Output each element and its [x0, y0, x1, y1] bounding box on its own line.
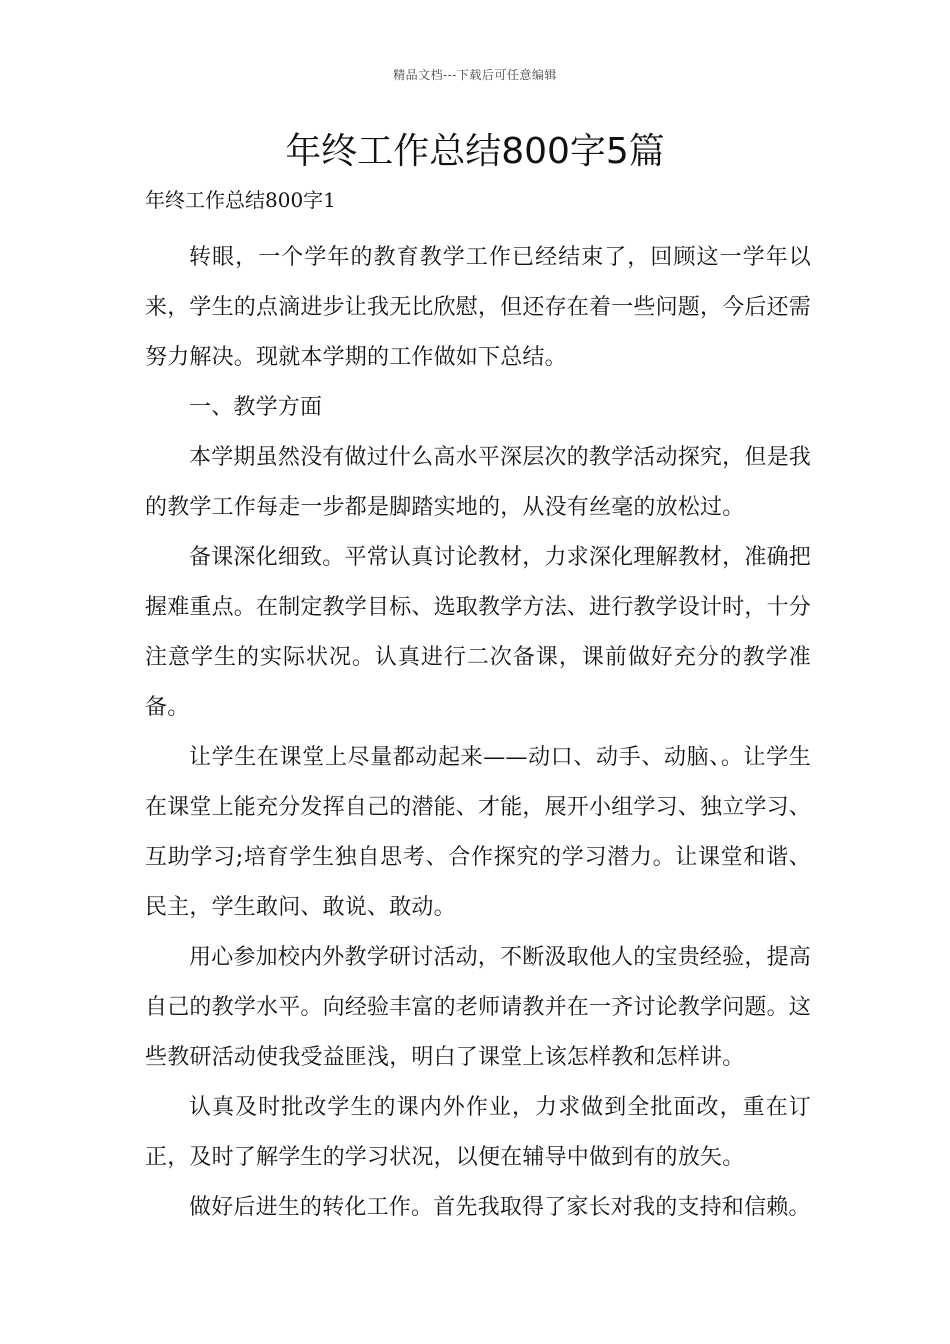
section-subtitle: 年终工作总结800字1 — [145, 188, 336, 212]
section-heading-teaching: 一、教学方面 — [189, 395, 323, 420]
paragraph-homework-correction: 认真及时批改学生的课内外作业，力求做到全批面改，重在订正，及时了解学生的学习状况，以便在辅导中做到有的放矢。 — [145, 1095, 811, 1170]
paragraph-classroom-activity: 让学生在课堂上尽量都动起来——动口、动手、动脑、。让学生在课堂上能充分发挥自己的潜能、才能，展开小组学习、独立学习、互助学习;培育学生独自思考、合作探究的学习潜力。让课堂和谐、民主，学生敢问、敢说、敢动。 — [145, 745, 812, 920]
paragraph-teaching-research: 用心参加校内外教学研讨活动，不断汲取他人的宝贵经验，提高自己的教学水平。向经验丰富的老师请教并在一齐讨论教学问题。这些教研活动使我受益匪浅，明白了课堂上该怎样教和怎样讲。 — [145, 945, 812, 1070]
document-title: 年终工作总结800字5篇 — [285, 131, 665, 172]
document-body — [145, 183, 811, 1233]
paragraph-lesson-preparation: 备课深化细致。平常认真讨论教材，力求深化理解教材，准确把握难重点。在制定教学目标、选取教学方法、进行教学设计时，十分注意学生的实际状况。认真进行二次备课，课前做好充分的教学准备。 — [145, 545, 812, 720]
paragraph-teaching-overview: 本学期虽然没有做过什么高水平深层次的教学活动探究，但是我的教学工作每走一步都是脚踏实地的，从没有丝毫的放松过。 — [145, 445, 811, 520]
paragraph-underachiever-support: 做好后进生的转化工作。首先我取得了家长对我的支持和信赖。 — [189, 1195, 811, 1220]
page-header-note: 精品文档---下载后可任意编辑 — [393, 68, 557, 82]
paragraph-intro: 转眼，一个学年的教育教学工作已经结束了，回顾这一学年以来，学生的点滴进步让我无比欣慰，但还存在着一些问题，今后还需努力解决。现就本学期的工作做如下总结。 — [145, 245, 812, 370]
